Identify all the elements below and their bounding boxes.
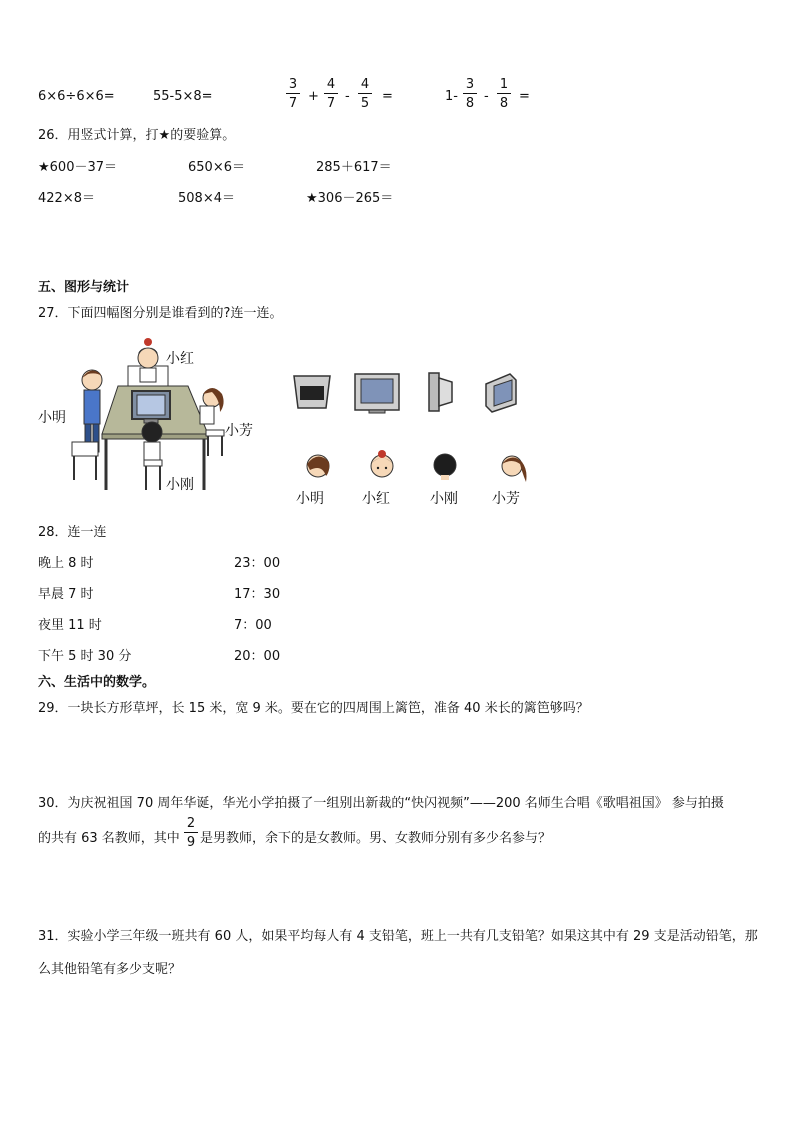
fraction: 3 8 <box>463 78 477 110</box>
equals: = <box>519 89 530 104</box>
q28-right-item: 23：00 <box>234 556 281 571</box>
section-6-title: 六、生活中的数学。 <box>38 675 156 690</box>
person-label: 小刚 <box>430 491 458 507</box>
scene-label-right: 小芳 <box>225 423 253 439</box>
q27-title: 27．下面四幅图分别是谁看到的?连一连。 <box>38 306 283 321</box>
head-xiaogang-icon <box>432 450 458 482</box>
q28-left-item: 早晨 7 时 <box>38 587 94 602</box>
section-5-title: 五、图形与统计 <box>38 280 130 295</box>
q28-right-item: 20：00 <box>234 649 281 664</box>
q26-item: 285＋617＝ <box>316 160 392 175</box>
scene-label-bottom: 小刚 <box>166 477 194 493</box>
q25-expr-1: 6×6÷6×6= <box>38 89 115 104</box>
scene-label-left: 小明 <box>38 410 66 426</box>
q30-fraction: 2 9 <box>184 817 198 849</box>
scene-label-top: 小红 <box>166 351 194 367</box>
q28-left-item: 夜里 11 时 <box>38 618 102 633</box>
fraction: 3 7 <box>286 78 300 110</box>
monitor-view-front-icon <box>353 372 401 414</box>
person-label: 小芳 <box>492 491 520 507</box>
head-xiaohong-icon <box>368 448 396 482</box>
q28-right-item: 7：00 <box>234 618 272 633</box>
q30-line-1: 30．为庆祝祖国 70 周年华诞，华光小学拍摄了一组别出新裁的“快闪视频”——200 名师生合唱《歌唱祖国》 参与拍摄 <box>38 796 724 811</box>
q26-item: 508×4＝ <box>178 191 235 206</box>
operator: + <box>308 89 319 104</box>
monitor-view-angled-icon <box>482 370 520 414</box>
head-xiaoming-icon <box>304 450 332 482</box>
fraction: 4 5 <box>358 78 372 110</box>
monitor-view-side-icon <box>426 370 456 414</box>
person-label: 小明 <box>296 491 324 507</box>
q26-item: ★306－265＝ <box>306 191 394 206</box>
q29-text: 29．一块长方形草坪，长 15 米，宽 9 米。要在它的四周围上篱笆，准备 40 米长的篱笆够吗？ <box>38 701 589 716</box>
q26-title: 26．用竖式计算，打★的要验算。 <box>38 128 236 143</box>
q26-item: ★600－37＝ <box>38 160 118 175</box>
q28-left-item: 下午 5 时 30 分 <box>38 649 132 664</box>
leading-term: 1- <box>445 89 458 104</box>
q31-text: 31．实验小学三年级一班共有 60 人，如果平均每人有 4 支铅笔，班上一共有几支铅笔？如果这其中有 29 支是活动铅笔，那么其他铅笔有多少支呢？ <box>38 929 758 977</box>
q26-item: 650×6＝ <box>188 160 245 175</box>
operator: - <box>484 89 489 104</box>
q28-left-item: 晚上 8 时 <box>38 556 94 571</box>
q28-right-item: 17：30 <box>234 587 281 602</box>
equals: = <box>382 89 393 104</box>
q30-line-2a: 的共有 63 名教师，其中 <box>38 831 180 846</box>
q28-title: 28．连一连 <box>38 525 107 540</box>
classroom-table-scene <box>60 330 260 495</box>
head-xiaofang-icon <box>498 450 532 484</box>
monitor-view-back-icon <box>292 372 332 412</box>
person-label: 小红 <box>362 491 390 507</box>
fraction: 1 8 <box>497 78 511 110</box>
operator: - <box>345 89 350 104</box>
q30-line-2b: 是男教师，余下的是女教师。男、女教师分别有多少名参与？ <box>200 831 552 846</box>
fraction: 4 7 <box>324 78 338 110</box>
q26-item: 422×8＝ <box>38 191 95 206</box>
q25-expr-2: 55-5×8= <box>153 89 213 104</box>
